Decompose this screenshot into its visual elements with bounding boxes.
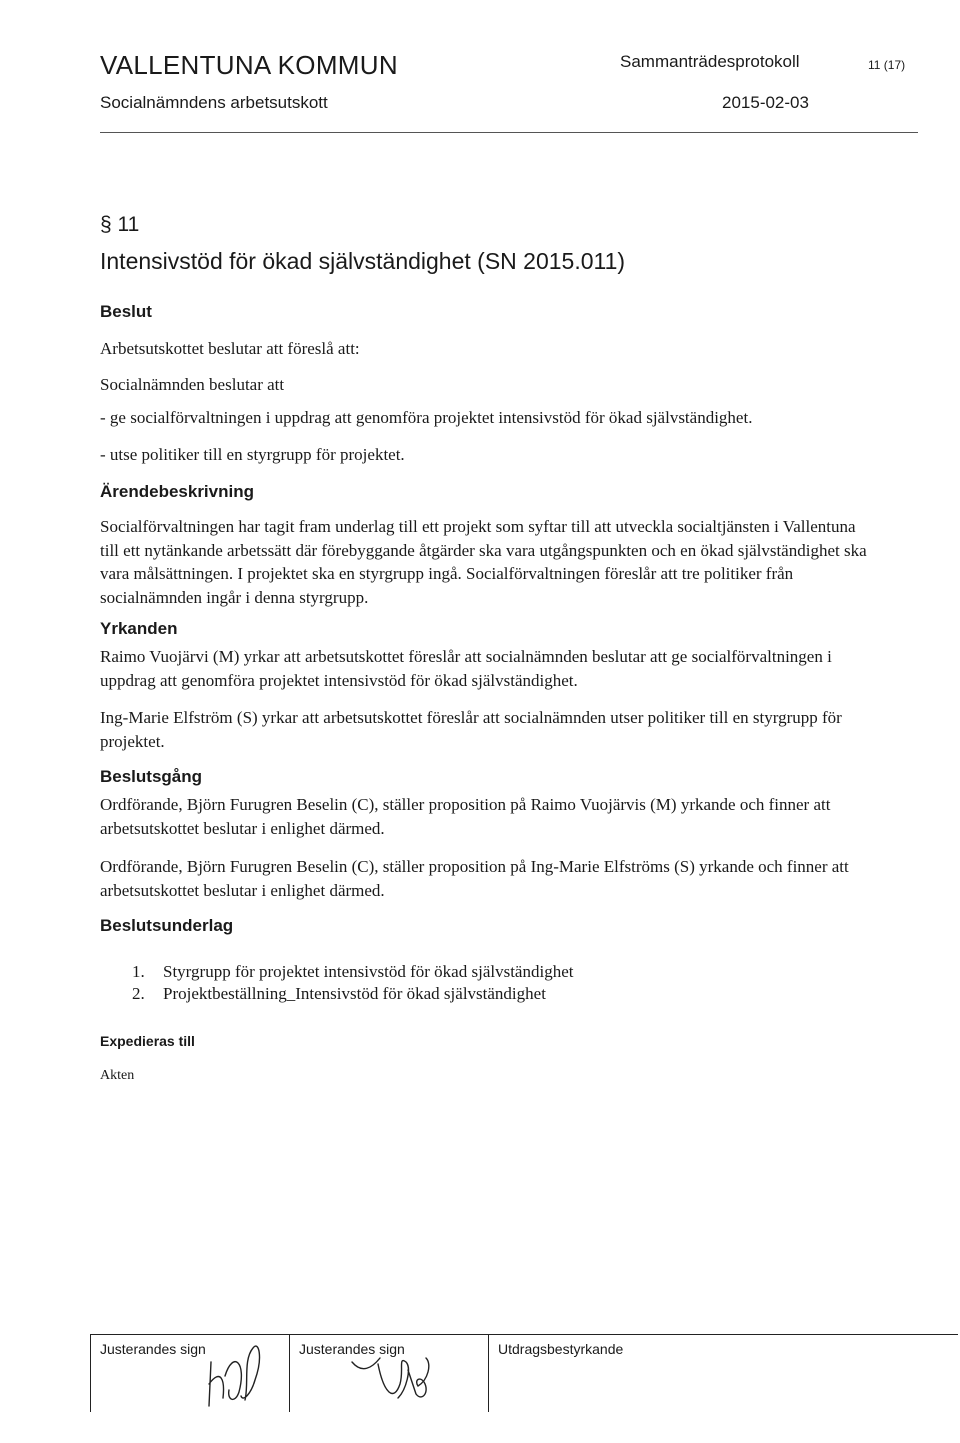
yrkanden-heading: Yrkanden <box>100 619 178 638</box>
arendebeskrivning-heading: Ärendebeskrivning <box>100 482 254 501</box>
arendebeskrivning-paragraph: Socialförvaltningen har tagit fram underlag till ett projekt som syftar till att utveckla socialtjänsten i Vallentuna till ett nytänkande arbetssätt där förebyggande åtgärder ska vara utgångspunkten och en ökad självständighet ska vara målsättningen. I projektet ska en styrgrupp ingå. Socialförvaltningen föreslår att tre politiker från socialnämnden ingår i denna styrgrupp. <box>100 517 867 607</box>
header-divider <box>100 132 918 133</box>
beslut-line: Arbetsutskottet beslutar att föreslå att: <box>100 339 360 358</box>
yrkande-paragraph: Raimo Vuojärvi (M) yrkar att arbetsutskottet föreslår att socialnämnden beslutar att ge socialförvaltningen i uppdrag att genomföra projektet intensivstöd för ökad självständighet. <box>100 647 832 690</box>
sign-label-1: Justerandes sign <box>100 1341 206 1357</box>
signature-footer <box>90 1334 958 1412</box>
meeting-date: 2015-02-03 <box>722 93 809 112</box>
beslutsgang-paragraph: Ordförande, Björn Furugren Beselin (C), ställer proposition på Raimo Vuojärvis (M) yrkande och finner att arbetsutskottet beslutar i enlighet därmed. <box>100 795 831 838</box>
signature-divider <box>289 1334 290 1412</box>
beslut-line: - ge socialförvaltningen i uppdrag att genomföra projektet intensivstöd för ökad självständighet. <box>100 408 753 427</box>
beslut-heading: Beslut <box>100 302 152 321</box>
underlag-item-text: Projektbeställning_Intensivstöd för ökad självständighet <box>163 984 546 1003</box>
beslut-line: Socialnämnden beslutar att <box>100 375 285 394</box>
page-number: 11 (17) <box>868 58 906 72</box>
beslutsgang-2 <box>100 855 870 902</box>
beslutsunderlag-heading: Beslutsunderlag <box>100 916 234 935</box>
arendebeskrivning-text <box>100 515 870 609</box>
expedieras-heading: Expedieras till <box>100 1033 195 1049</box>
signature-divider <box>90 1334 91 1412</box>
underlag-item-number: 1. <box>132 962 145 981</box>
sign-label-2: Justerandes sign <box>299 1341 405 1357</box>
handwritten-signature-1 <box>195 1340 265 1408</box>
beslutsgang-paragraph: Ordförande, Björn Furugren Beselin (C), ställer proposition på Ing-Marie Elfströms (S) yrkande och finner att arbetsutskottet beslutar i enlighet därmed. <box>100 857 849 900</box>
expedieras-recipient: Akten <box>100 1068 135 1083</box>
item-title: Intensivstöd för ökad självständighet (SN 2015.011) <box>100 248 626 274</box>
yrkande-paragraph: Ing-Marie Elfström (S) yrkar att arbetsutskottet föreslår att socialnämnden utser politiker till en styrgrupp för projektet. <box>100 708 842 751</box>
underlag-item-text: Styrgrupp för projektet intensivstöd för ökad självständighet <box>163 962 574 981</box>
beslut-line: - utse politiker till en styrgrupp för projektet. <box>100 445 405 464</box>
yrkande-2 <box>100 706 870 753</box>
underlag-item-number: 2. <box>132 984 145 1003</box>
document-type: Sammanträdesprotokoll <box>620 52 800 71</box>
beslutsgang-heading: Beslutsgång <box>100 767 203 786</box>
organization-name: VALLENTUNA KOMMUN <box>100 50 398 80</box>
handwritten-signature-2 <box>348 1350 438 1410</box>
signature-top-rule <box>90 1334 958 1335</box>
beslutsgang-1 <box>100 793 870 840</box>
certification-label: Utdragsbestyrkande <box>498 1341 624 1357</box>
yrkande-1 <box>100 645 870 692</box>
signature-divider <box>488 1334 489 1412</box>
paragraph-number: § 11 <box>100 213 140 236</box>
committee-name: Socialnämndens arbetsutskott <box>100 93 328 112</box>
